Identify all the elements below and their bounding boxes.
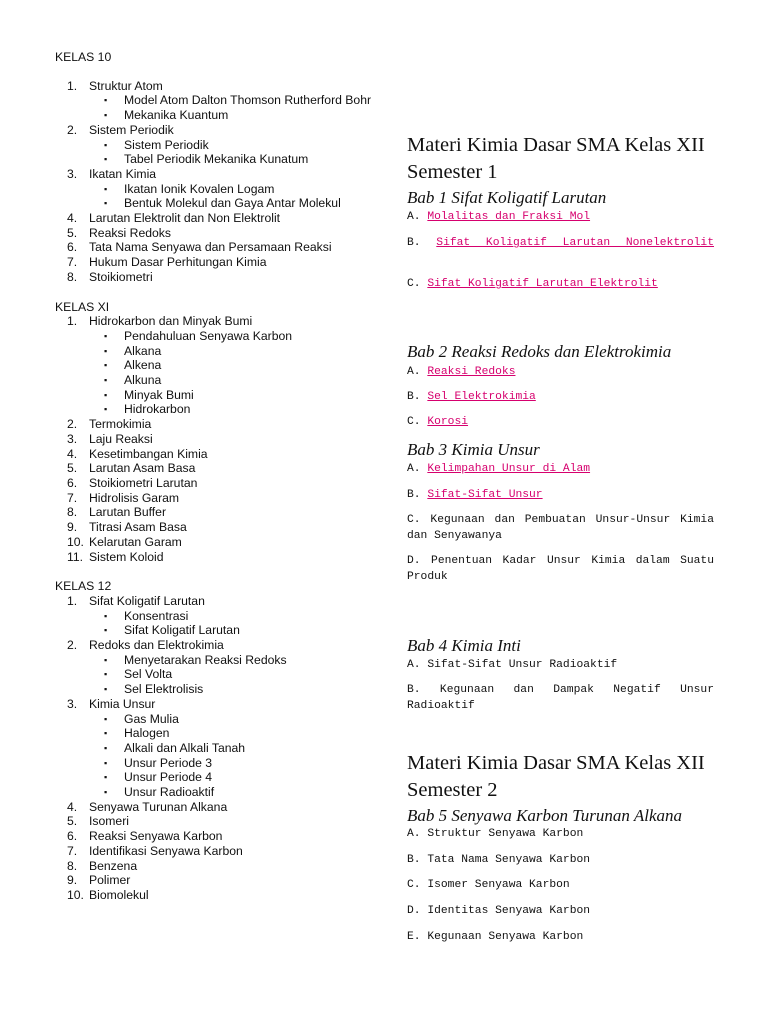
list-item-number: 8. <box>67 269 78 284</box>
square-bullet-icon: ▪ <box>104 183 108 194</box>
sub-item <box>89 682 375 697</box>
list-item <box>55 550 375 565</box>
bab-3-title: Bab 3 Kimia Unsur <box>407 440 540 459</box>
sub-item <box>89 653 375 668</box>
list-item-number: 10. <box>67 887 84 902</box>
kelas-12-heading: KELAS 12 <box>55 579 112 594</box>
sub-item-label: Minyak Bumi <box>124 387 194 402</box>
list-item-label: Larutan Buffer <box>89 505 167 520</box>
sub-item-label: Mekanika Kuantum <box>124 108 229 123</box>
square-bullet-icon: ▪ <box>104 139 108 150</box>
list-item <box>55 167 375 211</box>
list-item <box>55 520 375 535</box>
sub-list <box>89 329 375 417</box>
list-item-label: Reaksi Redoks <box>89 225 171 240</box>
sub-item-label: Sistem Periodik <box>124 137 209 152</box>
sub-list <box>89 138 375 167</box>
list-item-label: Redoks dan Elektrokimia <box>89 638 224 653</box>
sub-list <box>89 93 375 122</box>
sub-item-label: Pendahuluan Senyawa Karbon <box>124 328 293 343</box>
list-item-number: 2. <box>67 122 78 137</box>
item-prefix: B. <box>407 391 428 403</box>
list-item-label: Larutan Elektrolit dan Non Elektrolit <box>89 211 281 226</box>
square-bullet-icon: ▪ <box>104 669 108 680</box>
item-prefix: C. <box>407 416 428 428</box>
list-item <box>55 594 375 638</box>
sub-item-label: Sel Volta <box>124 667 173 682</box>
sub-item-label: Gas Mulia <box>124 711 179 726</box>
list-item-number: 6. <box>67 475 78 490</box>
list-item <box>55 476 375 491</box>
list-item <box>55 873 375 888</box>
sub-item-label: Alkali dan Alkali Tanah <box>124 740 246 755</box>
list-item-label: Hidrolisis Garam <box>89 490 180 505</box>
list-item-label: Sifat Koligatif Larutan <box>89 593 205 608</box>
list-item <box>55 417 375 432</box>
square-bullet-icon: ▪ <box>104 404 108 415</box>
bab-1-link-c[interactable]: Sifat Koligatif Larutan Elektrolit <box>427 278 658 290</box>
kelas-11-heading: KELAS XI <box>55 299 110 314</box>
list-item-label: Stoikiometri Larutan <box>89 475 198 490</box>
bab-1-link-a[interactable]: Molalitas dan Fraksi Mol <box>427 211 591 223</box>
bab-5-item-a: A. Struktur Senyawa Karbon <box>407 828 584 840</box>
list-item-label: Titrasi Asam Basa <box>89 520 187 535</box>
list-item-number: 1. <box>67 593 78 608</box>
bab-3-item-d: D. Penentuan Kadar Unsur Kimia dalam Suatu Produk <box>407 555 714 583</box>
list-item-number: 8. <box>67 505 78 520</box>
sub-item <box>89 712 375 727</box>
list-item-label: Hidrokarbon dan Minyak Bumi <box>89 314 253 329</box>
sub-item <box>89 785 375 800</box>
bab-3-link-b[interactable]: Sifat-Sifat Unsur <box>427 489 543 501</box>
sub-item-label: Alkana <box>124 343 162 358</box>
sub-item <box>89 726 375 741</box>
bab-2-link-a[interactable]: Reaksi Redoks <box>427 366 516 378</box>
list-item-label: Tata Nama Senyawa dan Persamaan Reaksi <box>89 240 332 255</box>
list-item <box>55 314 375 417</box>
square-bullet-icon: ▪ <box>104 110 108 121</box>
kelas-10-heading: KELAS 10 <box>55 50 112 64</box>
list-item <box>55 211 375 226</box>
sub-list <box>89 609 375 638</box>
list-item-label: Kelarutan Garam <box>89 534 182 549</box>
list-item <box>55 888 375 903</box>
sub-item <box>89 138 375 153</box>
sub-item <box>89 402 375 417</box>
bab-2-item-b <box>407 389 714 405</box>
list-item-label: Isomeri <box>89 814 129 829</box>
list-item-number: 4. <box>67 211 78 226</box>
item-prefix: A. <box>407 211 428 223</box>
list-item <box>55 447 375 462</box>
list-item-number: 9. <box>67 873 78 888</box>
list-item-number: 4. <box>67 446 78 461</box>
list-item-label: Termokimia <box>89 417 152 432</box>
sub-item <box>89 329 375 344</box>
list-item-label: Laju Reaksi <box>89 431 153 446</box>
sub-list <box>89 182 375 211</box>
square-bullet-icon: ▪ <box>104 742 108 753</box>
sub-item-label: Unsur Radioaktif <box>124 785 215 800</box>
bab-2-item-a <box>407 364 714 380</box>
sub-list <box>89 653 375 697</box>
sub-item <box>89 667 375 682</box>
list-item <box>55 844 375 859</box>
list-item-number: 7. <box>67 843 78 858</box>
sub-item <box>89 623 375 638</box>
sub-item <box>89 93 375 108</box>
sub-item-label: Alkuna <box>124 373 162 388</box>
square-bullet-icon: ▪ <box>104 360 108 371</box>
square-bullet-icon: ▪ <box>104 330 108 341</box>
sub-item <box>89 373 375 388</box>
list-item-number: 11. <box>67 549 84 564</box>
list-item-label: Benzena <box>89 858 138 873</box>
kelas-10-list <box>55 79 375 285</box>
list-item <box>55 814 375 829</box>
sub-item-label: Menyetarakan Reaksi Redoks <box>124 652 287 667</box>
bab-2-link-c[interactable]: Korosi <box>427 416 469 428</box>
bab-4-item-a: A. Sifat-Sifat Unsur Radioaktif <box>407 659 618 671</box>
kelas-11-list <box>55 314 375 564</box>
list-item-number: 1. <box>67 314 78 329</box>
list-item-number: 7. <box>67 490 78 505</box>
list-item-label: Hukum Dasar Perhitungan Kimia <box>89 255 267 270</box>
list-item-number: 2. <box>67 638 78 653</box>
square-bullet-icon: ▪ <box>104 757 108 768</box>
list-item <box>55 461 375 476</box>
list-item <box>55 270 375 285</box>
bab-1-item-a <box>407 209 714 225</box>
sub-item <box>89 741 375 756</box>
list-item-label: Struktur Atom <box>89 78 163 93</box>
list-item-label: Sistem Koloid <box>89 549 164 564</box>
bab-5-item-d: D. Identitas Senyawa Karbon <box>407 905 591 917</box>
sub-item <box>89 609 375 624</box>
bab-2-link-b[interactable]: Sel Elektrokimia <box>427 391 536 403</box>
list-item-number: 5. <box>67 225 78 240</box>
list-item <box>55 638 375 697</box>
list-item-number: 1. <box>67 78 78 93</box>
curriculum-column <box>55 50 375 903</box>
square-bullet-icon: ▪ <box>104 728 108 739</box>
list-item <box>55 79 375 123</box>
list-item-label: Kimia Unsur <box>89 696 156 711</box>
sub-item <box>89 756 375 771</box>
semester-1-title: Materi Kimia Dasar SMA Kelas XII Semester 1 <box>407 134 705 183</box>
square-bullet-icon: ▪ <box>104 345 108 356</box>
bab-1-link-b[interactable]: Sifat Koligatif Larutan Nonelektrolit <box>436 237 714 249</box>
list-item-label: Reaksi Senyawa Karbon <box>89 829 223 844</box>
list-item-number: 6. <box>67 240 78 255</box>
list-item-number: 10. <box>67 534 84 549</box>
sub-item-label: Alkena <box>124 358 162 373</box>
bab-4-item-b: B. Kegunaan dan Dampak Negatif Unsur Radioaktif <box>407 684 714 712</box>
item-prefix: B. <box>407 489 428 501</box>
sub-list <box>89 712 375 800</box>
list-item-label: Polimer <box>89 873 131 888</box>
list-item-label: Identifikasi Senyawa Karbon <box>89 843 243 858</box>
sub-item-label: Sel Elektrolisis <box>124 682 204 697</box>
list-item <box>55 800 375 815</box>
item-prefix: B. <box>407 237 437 249</box>
bab-5-item-b: B. Tata Nama Senyawa Karbon <box>407 854 591 866</box>
sub-item <box>89 770 375 785</box>
bab-3-item-b <box>407 487 714 503</box>
bab-1-item-c <box>407 276 714 292</box>
sub-item-label: Tabel Periodik Mekanika Kunatum <box>124 152 309 167</box>
sub-item <box>89 358 375 373</box>
sub-item-label: Unsur Periode 4 <box>124 770 213 785</box>
sub-item-label: Sifat Koligatif Larutan <box>124 623 240 638</box>
semester-2-title: Materi Kimia Dasar SMA Kelas XII Semester 2 <box>407 752 705 801</box>
square-bullet-icon: ▪ <box>104 389 108 400</box>
square-bullet-icon: ▪ <box>104 198 108 209</box>
square-bullet-icon: ▪ <box>104 713 108 724</box>
list-item <box>55 505 375 520</box>
sub-item <box>89 182 375 197</box>
list-item-number: 5. <box>67 814 78 829</box>
list-item-label: Biomolekul <box>89 887 149 902</box>
sub-item <box>89 388 375 403</box>
item-prefix: A. <box>407 463 428 475</box>
square-bullet-icon: ▪ <box>104 787 108 798</box>
bab-3-item-a <box>407 461 714 477</box>
sub-item-label: Unsur Periode 3 <box>124 755 213 770</box>
list-item <box>55 432 375 447</box>
square-bullet-icon: ▪ <box>104 375 108 386</box>
sub-item <box>89 196 375 211</box>
list-item-label: Sistem Periodik <box>89 122 174 137</box>
square-bullet-icon: ▪ <box>104 684 108 695</box>
list-item-number: 3. <box>67 696 78 711</box>
item-prefix: C. <box>407 278 428 290</box>
list-item-number: 5. <box>67 461 78 476</box>
bab-2-title: Bab 2 Reaksi Redoks dan Elektrokimia <box>407 342 672 361</box>
square-bullet-icon: ▪ <box>104 654 108 665</box>
item-prefix: A. <box>407 366 428 378</box>
bab-3-item-c: C. Kegunaan dan Pembuatan Unsur-Unsur Kimia dan Senyawanya <box>407 514 714 542</box>
bab-5-item-c: C. Isomer Senyawa Karbon <box>407 879 570 891</box>
square-bullet-icon: ▪ <box>104 772 108 783</box>
list-item <box>55 226 375 241</box>
square-bullet-icon: ▪ <box>104 154 108 165</box>
sub-item <box>89 344 375 359</box>
list-item-label: Larutan Asam Basa <box>89 461 196 476</box>
list-item-label: Stoikiometri <box>89 269 153 284</box>
bab-5-item-e: E. Kegunaan Senyawa Karbon <box>407 931 584 943</box>
list-item <box>55 123 375 167</box>
list-item-label: Kesetimbangan Kimia <box>89 446 208 461</box>
list-item <box>55 859 375 874</box>
bab-1-title: Bab 1 Sifat Koligatif Larutan <box>407 188 607 207</box>
list-item <box>55 491 375 506</box>
sub-item-label: Model Atom Dalton Thomson Rutherford Bohr <box>124 93 372 108</box>
sub-item <box>89 108 375 123</box>
list-item-label: Senyawa Turunan Alkana <box>89 799 228 814</box>
list-item-number: 7. <box>67 255 78 270</box>
list-item-number: 6. <box>67 829 78 844</box>
sub-item-label: Halogen <box>124 726 170 741</box>
bab-5-title: Bab 5 Senyawa Karbon Turunan Alkana <box>407 806 682 825</box>
square-bullet-icon: ▪ <box>104 625 108 636</box>
list-item-number: 8. <box>67 858 78 873</box>
list-item-number: 2. <box>67 417 78 432</box>
sub-item <box>89 152 375 167</box>
list-item-label: Ikatan Kimia <box>89 166 157 181</box>
list-item <box>55 697 375 800</box>
sub-item-label: Hidrokarbon <box>124 402 191 417</box>
list-item <box>55 255 375 270</box>
sub-item-label: Ikatan Ionik Kovalen Logam <box>124 181 275 196</box>
list-item <box>55 829 375 844</box>
list-item <box>55 240 375 255</box>
bab-1-item-b <box>407 235 714 251</box>
kelas-12-list <box>55 594 375 903</box>
bab-2-item-c <box>407 414 714 430</box>
sub-item-label: Bentuk Molekul dan Gaya Antar Molekul <box>124 196 341 211</box>
bab-4-title: Bab 4 Kimia Inti <box>407 636 521 655</box>
bab-3-link-a[interactable]: Kelimpahan Unsur di Alam <box>427 463 591 475</box>
list-item-number: 9. <box>67 520 78 535</box>
list-item-number: 4. <box>67 799 78 814</box>
list-item <box>55 535 375 550</box>
list-item-number: 3. <box>67 166 78 181</box>
list-item-number: 3. <box>67 431 78 446</box>
square-bullet-icon: ▪ <box>104 95 108 106</box>
square-bullet-icon: ▪ <box>104 610 108 621</box>
sub-item-label: Konsentrasi <box>124 608 189 623</box>
